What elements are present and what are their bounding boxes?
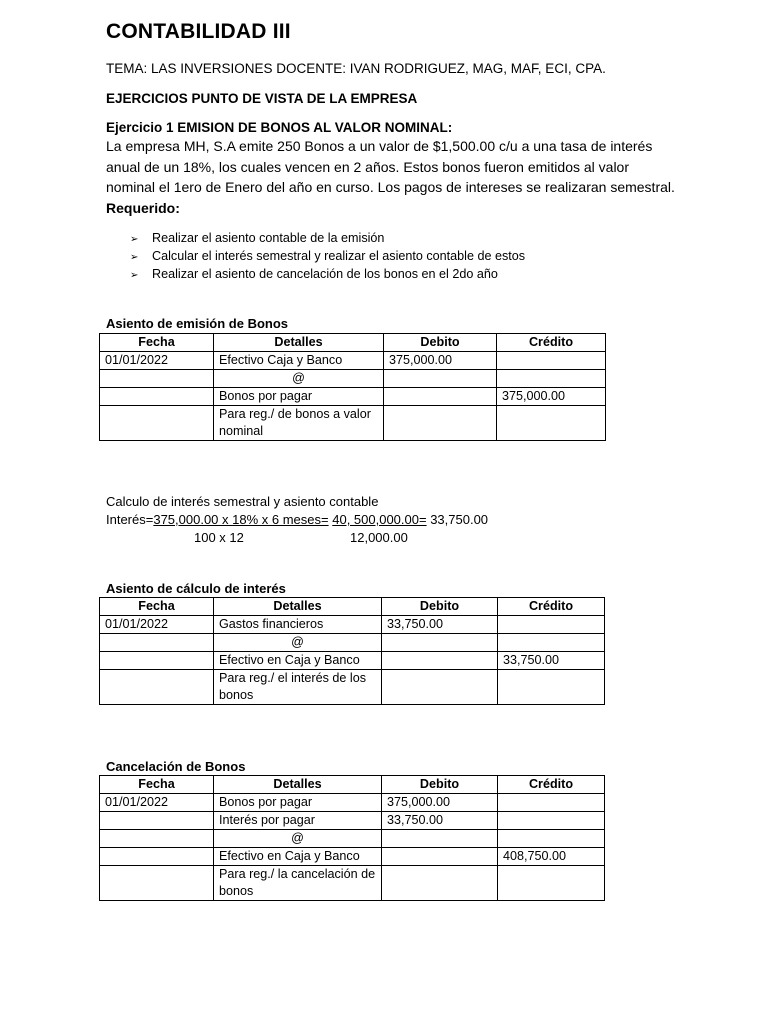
exercise-text: La empresa MH, S.A emite 250 Bonos a un valor de $1,500.00 c/u a una tasa de interés anual de un 18%, los cuales vencen en 2 años. Estos bonos fueron emitidos al valor nominal el 1ero de Enero del año en curso. Los pagos de intereses se realizaran semestral. — [106, 138, 675, 196]
cell-detalle: @ — [214, 370, 384, 388]
cell-fecha — [100, 652, 214, 670]
ledger-table-interes — [99, 597, 605, 705]
header-debito: Debito — [384, 334, 497, 352]
document-title: CONTABILIDAD III — [106, 20, 291, 43]
arrow-bullet-icon: ➢ — [130, 270, 139, 281]
cell-debito — [384, 388, 497, 406]
table-row — [100, 830, 605, 848]
table-row — [100, 848, 605, 866]
cell-debito: 375,000.00 — [384, 352, 497, 370]
cell-fecha — [100, 848, 214, 866]
ledger-table-emision — [99, 333, 606, 441]
cell-credito — [497, 406, 606, 441]
cell-credito — [498, 866, 605, 901]
cell-detalle: Gastos financieros — [214, 616, 382, 634]
cell-fecha — [100, 370, 214, 388]
cell-fecha: 01/01/2022 — [100, 352, 214, 370]
cell-fecha — [100, 388, 214, 406]
cell-debito — [382, 848, 498, 866]
calc-result: 33,750.00 — [426, 512, 489, 527]
cell-credito: 408,750.00 — [498, 848, 605, 866]
cell-credito — [498, 812, 605, 830]
exercise-heading: Ejercicio 1 EMISION DE BONOS AL VALOR NOMINAL: — [106, 120, 453, 135]
cell-detalle: Efectivo en Caja y Banco — [214, 652, 382, 670]
ledger-table-cancelacion — [99, 775, 605, 901]
table-row — [100, 352, 606, 370]
requirement-item: ➢ Calcular el interés semestral y realizar el asiento contable de estos — [130, 247, 525, 265]
calc-numerator-2: 40, 500,000.00= — [332, 512, 427, 527]
table-row — [100, 652, 605, 670]
topic-line: TEMA: LAS INVERSIONES DOCENTE: IVAN RODRIGUEZ, MAG, MAF, ECI, CPA. — [106, 61, 606, 76]
cell-credito — [498, 634, 605, 652]
table-row — [100, 866, 605, 901]
header-credito: Crédito — [498, 776, 605, 794]
table-row — [100, 812, 605, 830]
cell-fecha — [100, 830, 214, 848]
cell-fecha — [100, 406, 214, 441]
header-fecha: Fecha — [100, 776, 214, 794]
header-detalles: Detalles — [214, 334, 384, 352]
cell-debito — [384, 406, 497, 441]
cell-detalle: Bonos por pagar — [214, 794, 382, 812]
table-header-row — [100, 776, 605, 794]
exercise-body — [106, 136, 676, 218]
table-header-row — [100, 598, 605, 616]
header-credito: Crédito — [498, 598, 605, 616]
cell-detalle: Efectivo Caja y Banco — [214, 352, 384, 370]
required-label: Requerido: — [106, 199, 180, 216]
cell-debito — [382, 670, 498, 705]
cell-credito: 375,000.00 — [497, 388, 606, 406]
table-caption-interes: Asiento de cálculo de interés — [106, 581, 286, 596]
cell-detalle: @ — [214, 634, 382, 652]
cell-debito — [382, 652, 498, 670]
table-row — [100, 794, 605, 812]
cell-debito: 375,000.00 — [382, 794, 498, 812]
cell-detalle: Para reg./ de bonos a valor nominal — [214, 406, 384, 441]
cell-credito — [498, 830, 605, 848]
cell-fecha — [100, 866, 214, 901]
calc-numerator-1: 375,000.00 x 18% x 6 meses= — [153, 512, 329, 527]
requirements-list — [130, 229, 525, 283]
requirement-item: ➢ Realizar el asiento contable de la emisión — [130, 229, 525, 247]
header-detalles: Detalles — [214, 598, 382, 616]
requirement-item: ➢ Realizar el asiento de cancelación de los bonos en el 2do año — [130, 265, 525, 283]
calc-denominator-2: 12,000.00 — [350, 530, 408, 545]
cell-fecha — [100, 634, 214, 652]
cell-detalle: @ — [214, 830, 382, 848]
cell-credito — [497, 370, 606, 388]
cell-detalle: Para reg./ el interés de los bonos — [214, 670, 382, 705]
table-caption-cancelacion: Cancelación de Bonos — [106, 759, 246, 774]
cell-detalle: Bonos por pagar — [214, 388, 384, 406]
cell-fecha — [100, 670, 214, 705]
cell-debito — [382, 866, 498, 901]
cell-fecha — [100, 812, 214, 830]
cell-credito: 33,750.00 — [498, 652, 605, 670]
header-debito: Debito — [382, 598, 498, 616]
table-row — [100, 670, 605, 705]
table-row — [100, 388, 606, 406]
section-heading: EJERCICIOS PUNTO DE VISTA DE LA EMPRESA — [106, 91, 418, 106]
table-row — [100, 634, 605, 652]
table-caption-emision: Asiento de emisión de Bonos — [106, 316, 289, 331]
header-credito: Crédito — [497, 334, 606, 352]
cell-fecha: 01/01/2022 — [100, 616, 214, 634]
cell-detalle: Para reg./ la cancelación de bonos — [214, 866, 382, 901]
header-detalles: Detalles — [214, 776, 382, 794]
cell-debito — [384, 370, 497, 388]
table-row — [100, 370, 606, 388]
table-row — [100, 616, 605, 634]
cell-debito: 33,750.00 — [382, 812, 498, 830]
cell-credito — [498, 794, 605, 812]
header-debito: Debito — [382, 776, 498, 794]
table-row — [100, 406, 606, 441]
cell-detalle: Efectivo en Caja y Banco — [214, 848, 382, 866]
cell-fecha: 01/01/2022 — [100, 794, 214, 812]
cell-credito — [498, 616, 605, 634]
cell-debito — [382, 830, 498, 848]
calc-denominator-1: 100 x 12 — [194, 530, 244, 545]
arrow-bullet-icon: ➢ — [130, 252, 139, 263]
calc-heading: Calculo de interés semestral y asiento contable — [106, 494, 379, 509]
cell-credito — [497, 352, 606, 370]
calc-formula: Interés=375,000.00 x 18% x 6 meses= 40, 500,000.00= 33,750.00 — [106, 512, 489, 527]
header-fecha: Fecha — [100, 598, 214, 616]
table-header-row — [100, 334, 606, 352]
arrow-bullet-icon: ➢ — [130, 234, 139, 245]
cell-debito — [382, 634, 498, 652]
cell-detalle: Interés por pagar — [214, 812, 382, 830]
header-fecha: Fecha — [100, 334, 214, 352]
cell-credito — [498, 670, 605, 705]
cell-debito: 33,750.00 — [382, 616, 498, 634]
